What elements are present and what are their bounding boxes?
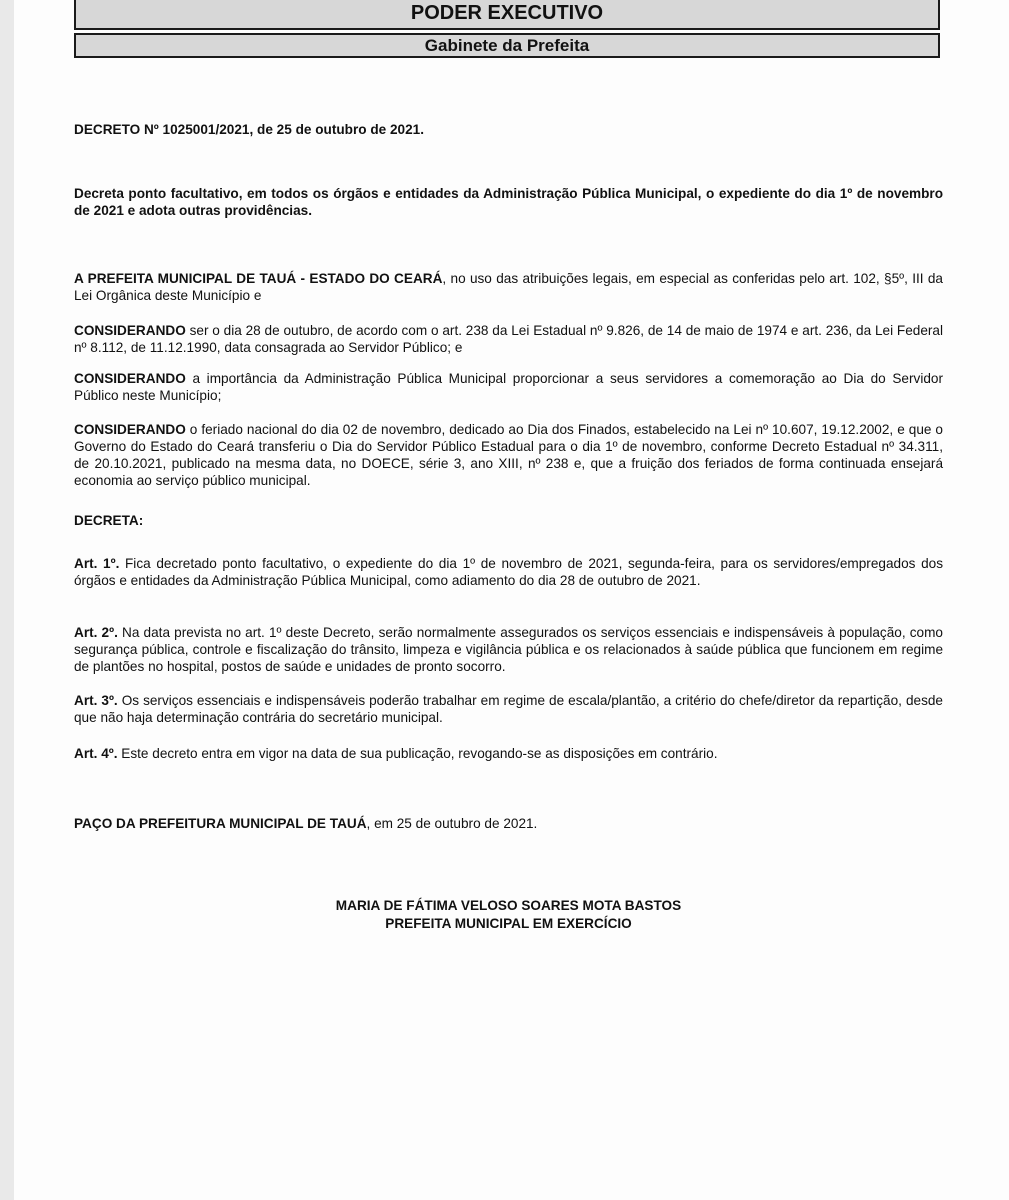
signatory-title: PREFEITA MUNICIPAL EM EXERCÍCIO [385,916,632,931]
considerando-label: CONSIDERANDO [74,422,186,437]
article-text: Os serviços essenciais e indispensáveis poderão trabalhar em regime de escala/plantão, a critério do chefe/diretor da repartição, desde que não haja determinação contrária do secretário municipal. [74,693,943,725]
considerando-label: CONSIDERANDO [74,371,186,386]
article-text: Este decreto entra em vigor na data de sua publicação, revogando-se as disposições em contrário. [117,746,718,761]
article-label: Art. 2º. [74,625,118,640]
considerando-2 [74,370,943,404]
preamble-text: , no uso das atribuições legais, em especial as conferidas pelo art. 102, §5º, III da Lei Orgânica deste Município e [74,271,943,303]
article-text: Fica decretado ponto facultativo, o expediente do dia 1º de novembro de 2021, segunda-feira, para os servidores/empregados dos órgãos e entidades da Administração Pública Municipal, como adiamento do dia 28 de outubro de 2021. [74,556,943,588]
considerando-text: o feriado nacional do dia 02 de novembro, dedicado ao Dia dos Finados, estabelecido na Lei nº 10.607, 19.12.2002, e que o Governo do Estado do Ceará transferiu o Dia do Servidor Público Estadual para o dia 1º de novembro, conforme Decreto Estadual nº 34.311, de 20.10.2021, publicado na mesma data, no DOECE, série 3, ano XIII, nº 238 e, que a fruição dos feriados de forma continuada ensejará economia ao serviço público municipal. [74,422,943,488]
article-label: Art. 4º. [74,746,118,761]
article-1 [74,555,943,589]
signatory-name: MARIA DE FÁTIMA VELOSO SOARES MOTA BASTOS [335,898,682,913]
header-title: PODER EXECUTIVO [74,0,940,30]
decree-ementa: Decreta ponto facultativo, em todos os órgãos e entidades da Administração Pública Municipal, o expediente do dia 1º de novembro de 2021 e adota outras providências. [74,186,943,218]
considerando-text: ser o dia 28 de outubro, de acordo com o art. 238 da Lei Estadual nº 9.826, de 14 de maio de 1974 e art. 236, da Lei Federal nº 8.112, de 11.12.1990, data consagrada ao Servidor Público; e [74,323,943,355]
closing-line [74,815,943,832]
preamble-authority: A PREFEITA MUNICIPAL DE TAUÁ - ESTADO DO CEARÁ [74,271,443,286]
considerando-3 [74,421,943,489]
preamble-paragraph [74,270,943,304]
decree-number: DECRETO Nº 1025001/2021, de 25 de outubro de 2021. [74,122,424,137]
decreta-label: DECRETA: [74,513,144,528]
article-text: Na data prevista no art. 1º deste Decreto, serão normalmente assegurados os serviços essenciais e indispensáveis à população, como segurança pública, controle e fiscalização do trânsito, limpeza e vigilância pública e os relacionados à saúde pública que funcionem em regime de plantões no hospital, postos de saúde e unidades de pronto socorro. [74,625,943,674]
considerando-label: CONSIDERANDO [74,323,186,338]
header-subtitle: Gabinete da Prefeita [74,33,940,58]
considerando-1 [74,322,943,356]
article-3 [74,692,943,726]
left-margin-strip [0,0,14,1200]
closing-place: PAÇO DA PREFEITURA MUNICIPAL DE TAUÁ [74,816,367,831]
document-page [14,0,1009,1200]
article-4 [74,745,943,762]
considerando-text: a importância da Administração Pública Municipal proporcionar a seus servidores a comemoração ao Dia do Servidor Público neste Município; [74,371,943,403]
article-2 [74,624,943,675]
article-label: Art. 3º. [74,693,118,708]
article-label: Art. 1º. [74,556,120,571]
closing-date: , em 25 de outubro de 2021. [366,816,538,831]
